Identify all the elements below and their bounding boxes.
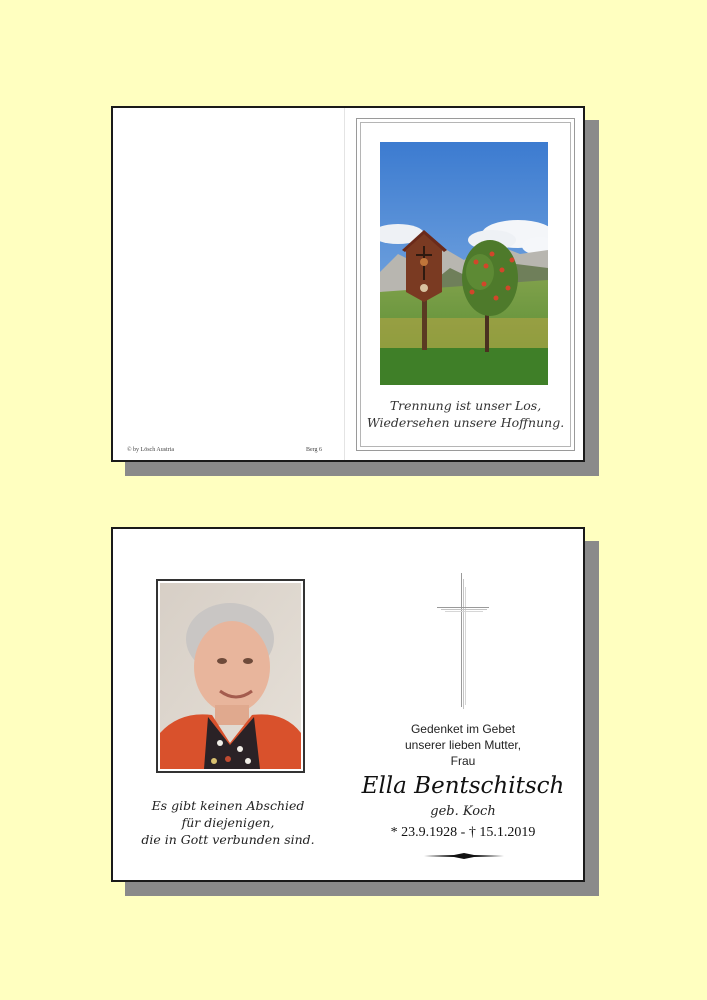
salutation: Frau	[450, 754, 476, 768]
bottom-quote	[133, 797, 323, 848]
portrait-frame	[156, 579, 305, 773]
ornament-divider-icon	[424, 852, 504, 860]
copyright-text: © by Lösch Austria	[127, 447, 175, 453]
life-dates: * 23.9.1928 - † 15.1.2019	[390, 825, 536, 840]
deceased-name: Ella Bentschitsch	[361, 773, 565, 799]
bottom-quote-line-3: die in Gott verbunden sind.	[141, 832, 315, 847]
portrait-photo	[160, 583, 301, 769]
bottom-card	[111, 527, 585, 882]
maiden-name: geb. Koch	[430, 804, 496, 819]
wayside-cross-photo	[380, 142, 548, 385]
cross-icon	[435, 573, 491, 713]
top-quote-line-1: Trennung ist unser Los,	[389, 398, 542, 413]
article-number: Berg 6	[306, 447, 323, 453]
bottom-quote-line-1: Es gibt keinen Abschied	[151, 798, 305, 813]
top-card	[111, 106, 585, 462]
remembrance-line-1: Gedenket im Gebet	[410, 722, 516, 736]
remembrance-text	[365, 721, 561, 769]
top-quote	[356, 397, 575, 431]
remembrance-line-2: unserer lieben Mutter,	[404, 738, 522, 752]
fold-line	[344, 108, 345, 460]
top-quote-line-2: Wiedersehen unsere Hoffnung.	[366, 415, 565, 430]
bottom-quote-line-2: für diejenigen,	[181, 815, 275, 830]
